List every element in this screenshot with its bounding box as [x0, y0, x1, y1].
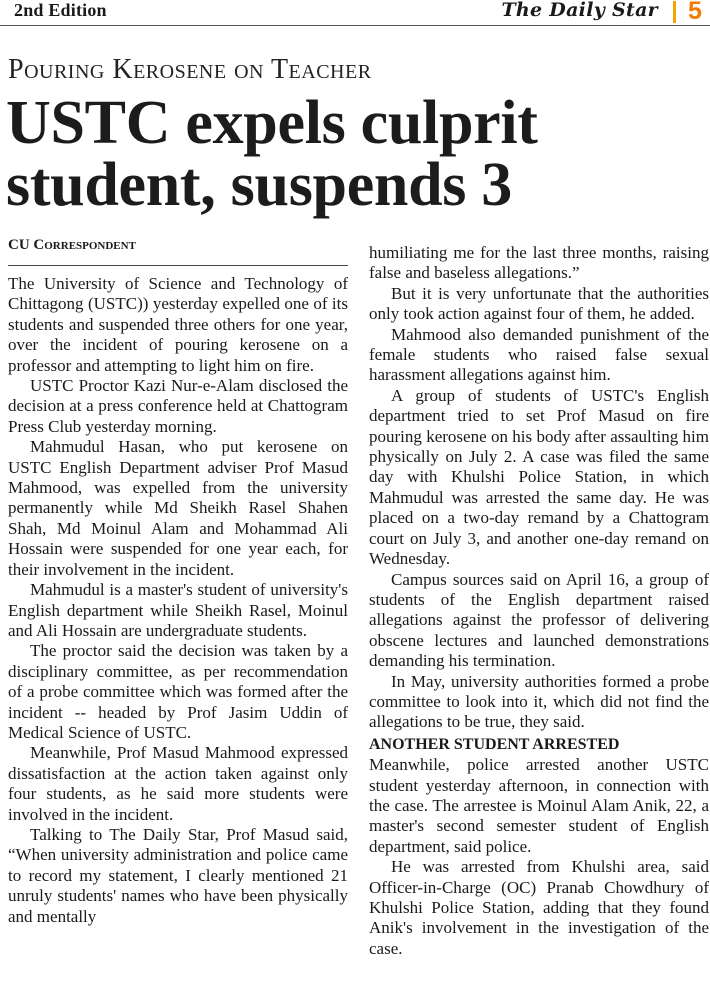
body-paragraph: Mahmudul is a master's student of university's English department while Sheikh Rasel, Moinul and Ali Hossain are undergraduate students. [8, 580, 348, 640]
body-paragraph: Campus sources said on April 16, a group of students of the English department raised allegations against the professor of delivering obscene lectures and launched demonstrations demanding his termination. [369, 569, 709, 671]
body-paragraph: The University of Science and Technology of Chittagong (USTC)) yesterday expelled one of its students and suspended three others for one year, over the incident of pouring kerosene on a professor and attempting to light him on fire. [8, 274, 348, 375]
body-paragraph: USTC Proctor Kazi Nur-e-Alam disclosed the decision at a press conference held at Chattogram Press Club yesterday morning. [8, 376, 348, 436]
page-number-divider [673, 1, 676, 23]
article-column-right [369, 243, 709, 995]
article-kicker: Pouring Kerosene on Teacher [8, 54, 372, 85]
body-paragraph-continued: humiliating me for the last three months, raising false and baseless allegations.” [369, 243, 709, 283]
body-paragraph: He was arrested from Khulshi area, said Officer-in-Charge (OC) Pranab Chowdhury of Khulshi Police Station, adding that they found Anik's involvement in the investigation of the case. [369, 857, 709, 958]
body-paragraph: Meanwhile, Prof Masud Mahmood expressed dissatisfaction at the action taken against only four students, as he said more students were involved in the incident. [8, 743, 348, 824]
article-byline: CU Correspondent [8, 237, 136, 253]
byline-divider [8, 265, 348, 266]
newspaper-masthead-logo: The Daily Star [501, 0, 658, 21]
section-subheading: ANOTHER STUDENT ARRESTED [369, 735, 620, 753]
body-paragraph: In May, university authorities formed a probe committee to look into it, which did not find the allegations to be true, they said. [369, 671, 709, 732]
body-paragraph: But it is very unfortunate that the authorities only took action against four of them, he added. [369, 283, 709, 324]
article-headline [6, 89, 706, 219]
headline-line-1: USTC expels culprit [6, 89, 538, 157]
body-paragraph: Mahmood also demanded punishment of the female students who raised false sexual harassment allegations against him. [369, 324, 709, 385]
article-column-left [8, 274, 348, 995]
edition-label: 2nd Edition [14, 0, 107, 20]
headline-line-2: student, suspends 3 [6, 151, 513, 219]
page-number: 5 [688, 0, 702, 25]
body-paragraph: Talking to The Daily Star, Prof Masud said, “When university administration and police came to record my statement, I clearly mentioned 21 unruly students' names who have been physically and mentally [8, 824, 348, 926]
page-header [0, 0, 710, 26]
body-paragraph: Mahmudul Hasan, who put kerosene on USTC English Department adviser Prof Masud Mahmood, was expelled from the university permanently while Md Sheikh Rasel Shahen Shah, Md Moinul Alam and Mohammad Ali Hossain were suspended for one year each, for their involvement in the incident. [8, 437, 348, 579]
body-paragraph: The proctor said the decision was taken by a disciplinary committee, as per recommendation of a probe committee which was formed after the incident -- headed by Prof Jasim Uddin of Medical Science of USTC. [8, 641, 348, 742]
body-paragraph: Meanwhile, police arrested another USTC student yesterday afternoon, in connection with the case. The arrestee is Moinul Alam Anik, 22, a master's second semester student of English department, said police. [369, 755, 709, 856]
body-paragraph: A group of students of USTC's English department tried to set Prof Masud on fire pouring kerosene on his body after assaulting him physically on July 2. A case was filed the same day with Khulshi Police Station, in which Mahmudul was arrested the same day. He was placed on a two-day remand by a Chattogram court on July 3, and another one-day remand on Wednesday. [369, 385, 709, 569]
